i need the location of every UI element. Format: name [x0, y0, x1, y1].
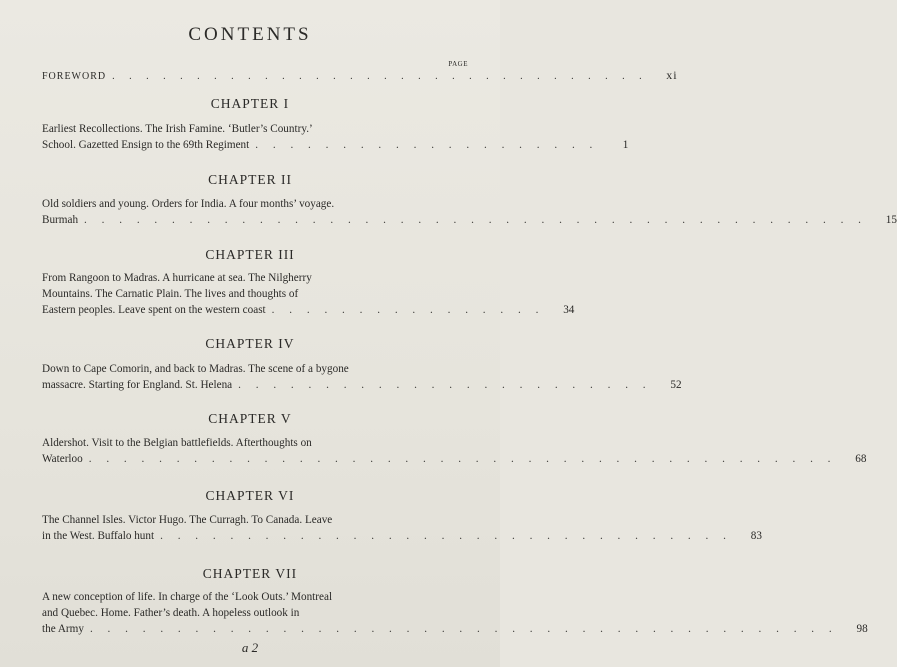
chapter-heading-7: CHAPTER VII: [202, 566, 298, 581]
entry-line: Waterloo: [42, 453, 83, 465]
chapter-page-number: 34: [563, 304, 575, 316]
leader-dots: . . . . . . . . . . . . . . . . . . . . . . . . . . . . . . . . .: [160, 530, 732, 542]
signature-mark: a 2: [241, 640, 259, 655]
leader-dots: . . . . . . . . . . . . . . . . . . . . . . . . . . . . . . . . . . . . . . . . . . .: [88, 453, 837, 465]
chapter-entry-1: [42, 121, 629, 153]
entry-line: Mountains. The Carnatic Plain. The lives and thoughts of: [42, 288, 299, 300]
chapter-heading-3: CHAPTER III: [205, 247, 295, 262]
entry-line: in the West. Buffalo hunt: [42, 530, 155, 542]
leader-dots: . . . . . . . . . . . . . . . . . . . .: [255, 139, 599, 151]
chapter-page-number: 83: [750, 530, 762, 542]
entry-line: Aldershot. Visit to the Belgian battlefields. Afterthoughts on: [42, 437, 312, 449]
leader-dots: . . . . . . . . . . . . . . . . . . . . . . . .: [238, 379, 652, 391]
page-column-label: PAGE: [448, 60, 468, 68]
entry-line: The Channel Isles. Victor Hugo. The Curragh. To Canada. Leave: [42, 514, 333, 526]
chapter-heading-2: CHAPTER II: [208, 172, 292, 187]
entry-line: and Quebec. Home. Father’s death. A hopeless outlook in: [42, 607, 300, 619]
chapter-page-number: 52: [670, 379, 682, 391]
entry-line: Down to Cape Comorin, and back to Madras. The scene of a bygone: [42, 363, 349, 375]
foreword-label: FOREWORD: [42, 71, 107, 82]
chapter-heading-1: CHAPTER I: [210, 96, 290, 111]
chapter-entry-5: [42, 435, 867, 467]
chapter-heading-6: CHAPTER VI: [205, 488, 295, 503]
chapter-heading-4: CHAPTER IV: [205, 336, 295, 351]
leader-dots: . . . . . . . . . . . . . . . .: [271, 304, 545, 316]
page-heading: CONTENTS: [188, 24, 312, 45]
entry-line: Old soldiers and young. Orders for India. A four months’ voyage.: [42, 198, 335, 210]
entry-line: From Rangoon to Madras. A hurricane at sea. The Nilgherry: [42, 272, 312, 284]
entry-line: Earliest Recollections. The Irish Famine. ‘Butler’s Country.’: [42, 123, 313, 135]
entry-line: A new conception of life. In charge of the ‘Look Outs.’ Montreal: [42, 591, 333, 603]
leader-dots: . . . . . . . . . . . . . . . . . . . . . . . . . . . . . . . . . . . . . . . . . . . . .: [84, 214, 867, 226]
entry-line: Eastern peoples. Leave spent on the western coast: [42, 304, 266, 316]
chapter-entry-6: [42, 512, 762, 544]
entry-line: School. Gazetted Ensign to the 69th Regiment: [42, 139, 250, 151]
chapter-entry-7: [42, 589, 868, 637]
entry-line: the Army: [42, 623, 84, 635]
leader-dots: . . . . . . . . . . . . . . . . . . . . . . . . . . . . . . . .: [112, 71, 648, 82]
chapter-page-number: 1: [622, 139, 629, 151]
chapter-page-number: 15: [885, 214, 897, 226]
leader-dots: . . . . . . . . . . . . . . . . . . . . . . . . . . . . . . . . . . . . . . . . . . .: [89, 623, 838, 635]
chapter-entry-3: [42, 270, 575, 318]
chapter-entry-4: [42, 361, 682, 393]
chapter-page-number: 68: [855, 453, 867, 465]
entry-line: massacre. Starting for England. St. Helena: [42, 379, 233, 391]
entry-line: Burmah: [42, 214, 79, 226]
chapter-entry-2: [42, 196, 897, 228]
chapter-page-number: 98: [856, 623, 868, 635]
foreword-page-number: xi: [666, 68, 678, 82]
chapter-heading-5: CHAPTER V: [208, 411, 292, 426]
foreword-entry: [42, 68, 678, 83]
